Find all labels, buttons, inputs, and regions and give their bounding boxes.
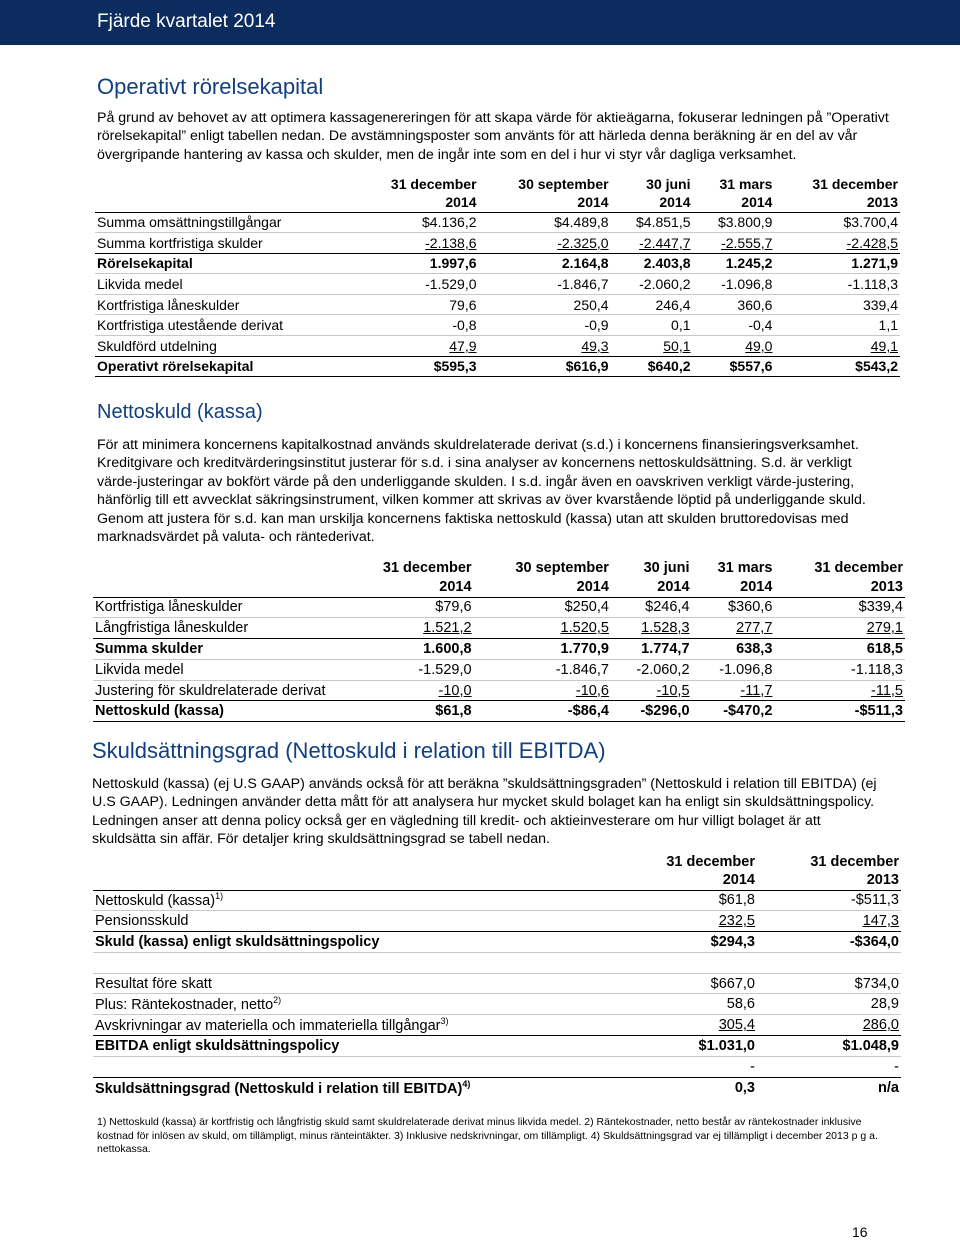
cell-value: 1.997,6 bbox=[353, 253, 479, 274]
table-row bbox=[93, 1015, 901, 1036]
row-label: Summa omsättningstillgångar bbox=[97, 214, 282, 231]
row-label: Nettoskuld (kassa) bbox=[93, 701, 343, 722]
t2-header-year-4: 2014 bbox=[692, 578, 775, 598]
cell-value: 246,4 bbox=[611, 294, 693, 315]
cell-value: -1.846,7 bbox=[474, 659, 611, 680]
cell-value: -$511,3 bbox=[774, 701, 905, 722]
cell-value: $557,6 bbox=[693, 356, 775, 377]
table-row bbox=[93, 639, 905, 660]
table-row bbox=[93, 911, 901, 932]
cell-value: 2.164,8 bbox=[479, 253, 611, 274]
header-bar bbox=[0, 0, 960, 45]
table-row bbox=[93, 1077, 901, 1098]
cell-value: 28,9 bbox=[757, 994, 901, 1015]
footnote-ref: 1) bbox=[215, 891, 224, 902]
row-label: Resultat före skatt bbox=[93, 973, 613, 994]
table-row bbox=[95, 294, 900, 315]
t1-header-year-3: 2014 bbox=[611, 193, 693, 212]
table-row bbox=[95, 336, 900, 357]
cell-value: 277,7 bbox=[736, 620, 773, 637]
cell-value: 0,1 bbox=[611, 315, 693, 336]
cell-value: -1.118,3 bbox=[774, 659, 905, 680]
cell-value: 1.271,9 bbox=[774, 253, 900, 274]
section2-text-2: Kreditgivare och kreditvärderingsinstitut justerar för s.d. i sina analyser av koncernens nettoskuldsättning. S.d. är verkligt värde-justeringar av bokfört värde på den underliggande skulden. I s.d. ingår även en oavskriven verkligt värde-justering, hänförlig till ett avvecklat säkringsinstrument, vilken kommer att skrivas av över kvarstående löptid på underliggande skuld. Genom att justera för s.d. kan man urskilja koncernens faktiska nettoskuld (kassa) utan att skulden bruttoredovisas med marknadsvärdet på valuta- och räntederivat. bbox=[97, 455, 866, 546]
section-title-operativt: Operativt rörelsekapital bbox=[97, 74, 324, 99]
cell-dash: - bbox=[613, 1056, 757, 1077]
cell-value: 1.245,2 bbox=[693, 253, 775, 274]
cell-value: 58,6 bbox=[613, 994, 757, 1015]
cell-value: 1.521,2 bbox=[423, 620, 472, 637]
row-label: Plus: Räntekostnader, netto$^{2)}$ bbox=[93, 994, 613, 1015]
cell-value: n/a bbox=[757, 1077, 901, 1098]
cell-value: $360,6 bbox=[728, 599, 773, 616]
t2-header-year-1: 2014 bbox=[343, 578, 474, 598]
cell-value: $734,0 bbox=[757, 973, 901, 994]
table-row bbox=[95, 274, 900, 295]
t1-header-1: 31 december bbox=[390, 175, 477, 192]
cell-value: $339,4 bbox=[858, 599, 903, 616]
report-title: Fjärde kvartalet 2014 bbox=[97, 11, 276, 32]
section1-paragraph bbox=[97, 109, 892, 164]
row-label: Nettoskuld (kassa)$^{1)}$ bbox=[95, 891, 224, 910]
cell-value: 47,9 bbox=[449, 337, 477, 354]
cell-value: 2.403,8 bbox=[611, 253, 693, 274]
footnote-ref: 2) bbox=[273, 995, 282, 1006]
section3-paragraph bbox=[92, 775, 882, 849]
row-label: Avskrivningar av materiella och immateriella tillgångar$^{3)}$ bbox=[93, 1015, 613, 1036]
cell-value: $667,0 bbox=[613, 973, 757, 994]
section2-paragraph bbox=[97, 436, 882, 546]
cell-value: -1.529,0 bbox=[343, 659, 474, 680]
cell-value: $250,4 bbox=[564, 599, 609, 616]
t2-header-2: 30 september bbox=[515, 559, 609, 576]
cell-value: -2.138,6 bbox=[425, 234, 477, 251]
cell-value: $79,6 bbox=[435, 599, 472, 616]
leverage-table bbox=[93, 852, 901, 1098]
cell-value: 50,1 bbox=[663, 337, 691, 354]
row-label: Summa skulder bbox=[93, 639, 343, 660]
table-row bbox=[93, 890, 901, 911]
cell-value: -2.060,2 bbox=[611, 274, 693, 295]
row-label: Kortfristiga utestående derivat bbox=[95, 315, 353, 336]
cell-value: -10,5 bbox=[656, 682, 690, 699]
cell-value: 279,1 bbox=[866, 620, 903, 637]
row-label: Operativt rörelsekapital bbox=[95, 356, 353, 377]
page-number: 16 bbox=[852, 1224, 868, 1240]
cell-value: $3.700,4 bbox=[843, 214, 898, 231]
cell-value: $4.851,5 bbox=[636, 214, 691, 231]
cell-value: -$86,4 bbox=[474, 701, 611, 722]
table-row bbox=[95, 212, 900, 233]
cell-value: -1.118,3 bbox=[774, 274, 900, 295]
cell-value: 147,3 bbox=[862, 913, 899, 930]
footnote-ref: 3) bbox=[440, 1016, 449, 1027]
row-label: Rörelsekapital bbox=[95, 253, 353, 274]
row-label: Skuldförd utdelning bbox=[95, 336, 353, 357]
table-row bbox=[93, 1036, 901, 1057]
cell-value: 1.770,9 bbox=[474, 639, 611, 660]
cell-value: $595,3 bbox=[353, 356, 479, 377]
table-row bbox=[93, 659, 905, 680]
cell-value: -$364,0 bbox=[757, 932, 901, 953]
table-row bbox=[93, 618, 905, 639]
cell-value: -1.096,8 bbox=[692, 659, 775, 680]
cell-value: -2.555,7 bbox=[721, 234, 773, 251]
cell-value: 250,4 bbox=[479, 294, 611, 315]
spacer-row bbox=[93, 952, 901, 973]
row-label: Skuld (kassa) enligt skuldsättningspolicy bbox=[93, 932, 613, 953]
cell-value: 1,1 bbox=[774, 315, 900, 336]
table-row bbox=[95, 233, 900, 254]
table-row bbox=[93, 701, 905, 722]
t3-header-2: 31 december bbox=[810, 853, 899, 870]
cell-value: -11,5 bbox=[871, 682, 903, 699]
row-label: Långfristiga låneskulder bbox=[93, 618, 343, 639]
cell-value: 305,4 bbox=[718, 1017, 755, 1034]
cell-value: -2.428,5 bbox=[846, 234, 898, 251]
cell-value: 232,5 bbox=[718, 913, 755, 930]
cell-value: -2.325,0 bbox=[557, 234, 609, 251]
cell-value: 1.774,7 bbox=[611, 639, 692, 660]
row-label: Skuldsättningsgrad (Nettoskuld i relation till EBITDA)$^{4)}$ bbox=[93, 1077, 613, 1098]
cell-value: -1.529,0 bbox=[353, 274, 479, 295]
cell-value: -10,0 bbox=[438, 682, 472, 699]
row-label: Likvida medel bbox=[95, 274, 353, 295]
cell-value: 49,1 bbox=[870, 337, 898, 354]
table-row bbox=[93, 994, 901, 1015]
t2-header-5: 31 december bbox=[814, 559, 903, 576]
t2-header-4: 31 mars bbox=[717, 559, 773, 576]
cell-value: $61,8 bbox=[718, 892, 755, 909]
t2-header-year-3: 2014 bbox=[611, 578, 692, 598]
cell-value: $294,3 bbox=[613, 932, 757, 953]
cell-value: $616,9 bbox=[479, 356, 611, 377]
cell-value: -$296,0 bbox=[611, 701, 692, 722]
cell-value: 1.528,3 bbox=[641, 620, 690, 637]
cell-value: 49,3 bbox=[581, 337, 609, 354]
section1-text: På grund av behovet av att optimera kassagenereringen för att skapa värde för aktieägarna, fokuserar ledningen på ”Operativt rörelsekapital” enligt tabellen nedan. De avstämningsposter som använts för att härleda denna beräkning är en del av vår övergripande hantering av kassa och skulder, men de ingår inte som en del i hur vi styr vår dagliga verksamhet. bbox=[97, 110, 889, 163]
cell-value: $246,4 bbox=[645, 599, 690, 616]
net-debt-table bbox=[93, 558, 905, 722]
row-label: Likvida medel bbox=[93, 659, 343, 680]
cell-value: 618,5 bbox=[774, 639, 905, 660]
t3-header-year-1: 2014 bbox=[613, 871, 757, 890]
t1-header-year-1: 2014 bbox=[353, 193, 479, 212]
row-label: Pensionsskuld bbox=[93, 911, 613, 932]
cell-value: -1.096,8 bbox=[693, 274, 775, 295]
cell-value: -0,8 bbox=[353, 315, 479, 336]
t1-header-5: 31 december bbox=[812, 175, 898, 192]
cell-value: 339,4 bbox=[774, 294, 900, 315]
t1-header-3: 30 juni bbox=[646, 175, 691, 192]
cell-value: $1.031,0 bbox=[613, 1036, 757, 1057]
cell-value: 1.520,5 bbox=[560, 620, 609, 637]
cell-value: $61,8 bbox=[343, 701, 474, 722]
table-row bbox=[95, 356, 900, 377]
cell-value: -1.846,7 bbox=[479, 274, 611, 295]
table-row bbox=[93, 680, 905, 701]
row-label: Summa kortfristiga skulder bbox=[95, 233, 353, 254]
cell-value: $3.800,9 bbox=[717, 214, 773, 231]
row-label: Kortfristiga låneskulder bbox=[95, 599, 243, 616]
cell-value: $4.489,8 bbox=[554, 214, 609, 231]
t3-header-1: 31 december bbox=[666, 853, 755, 870]
t1-header-year-4: 2014 bbox=[693, 193, 775, 212]
cell-value: -2.060,2 bbox=[611, 659, 692, 680]
section3-text: Nettoskuld (kassa) (ej U.S GAAP) används också för att beräkna ”skuldsättningsgraden” (Nettoskuld i relation till EBITDA) (ej U.S GAAP). Ledningen använder detta mått för att analysera hur mycket skuld bolaget kan ha enligt sin skuldsättningspolicy. Ledningen anser att denna policy också ger en vägledning till kredit- och aktieinvesterare om hur villigt bolaget är att skuldsätta sin affär. För detaljer kring skuldsättningsgrad se tabell nedan. bbox=[92, 776, 877, 848]
t2-header-year-5: 2013 bbox=[774, 578, 905, 598]
cell-value: -$511,3 bbox=[850, 892, 899, 909]
cell-dash: - bbox=[757, 1056, 901, 1077]
table-row bbox=[93, 932, 901, 953]
cell-value: $1.048,9 bbox=[757, 1036, 901, 1057]
row-label: Justering för skuldrelaterade derivat bbox=[93, 680, 343, 701]
footnote-ref: 4) bbox=[462, 1078, 471, 1089]
t1-header-year-2: 2014 bbox=[479, 193, 611, 212]
cell-value: -10,6 bbox=[575, 682, 609, 699]
cell-value: $4.136,2 bbox=[422, 214, 477, 231]
cell-value: 49,0 bbox=[745, 337, 773, 354]
footnotes: 1) Nettoskuld (kassa) är kortfristig och långfristig skuld samt skuldrelaterade derivat minus likvida medel. 2) Räntekostnader, netto består av räntekostnader inklusive kostnad för inlösen av skuld, om tillämpligt, minus ränteintäkter. 3) Inklusive nedskrivningar, om tillämpligt. 4) Skuldsättningsgrad var ej tillämpligt i december 2013 p g a. nettokassa. bbox=[97, 1116, 878, 1155]
cell-value: $640,2 bbox=[611, 356, 693, 377]
section-title-skuldsattningsgrad: Skuldsättningsgrad (Nettoskuld i relation till EBITDA) bbox=[92, 738, 606, 763]
cell-value: $543,2 bbox=[774, 356, 900, 377]
cell-value: -11,7 bbox=[740, 682, 773, 699]
table-row bbox=[93, 1056, 901, 1077]
t1-header-year-5: 2013 bbox=[774, 193, 900, 212]
cell-value: 0,3 bbox=[613, 1077, 757, 1098]
section-title-nettoskuld: Nettoskuld (kassa) bbox=[97, 401, 263, 423]
row-label: Kortfristiga låneskulder bbox=[95, 294, 353, 315]
table-row bbox=[93, 973, 901, 994]
table-row bbox=[95, 253, 900, 274]
t1-header-2: 30 september bbox=[518, 175, 609, 192]
t2-header-3: 30 juni bbox=[643, 559, 690, 576]
cell-value: 638,3 bbox=[692, 639, 775, 660]
table-row bbox=[95, 315, 900, 336]
t2-header-1: 31 december bbox=[382, 559, 472, 576]
section2-text-1: För att minimera koncernens kapitalkostnad används skuldrelaterade derivat (s.d.) i koncernens finansieringsverksamhet. bbox=[97, 437, 859, 453]
cell-value: 1.600,8 bbox=[343, 639, 474, 660]
row-label: EBITDA enligt skuldsättningspolicy bbox=[93, 1036, 613, 1057]
cell-value: 360,6 bbox=[693, 294, 775, 315]
cell-value: -0,4 bbox=[693, 315, 775, 336]
cell-value: -0,9 bbox=[479, 315, 611, 336]
t1-header-4: 31 mars bbox=[719, 175, 773, 192]
t3-header-year-2: 2013 bbox=[757, 871, 901, 890]
cell-value: 286,0 bbox=[862, 1017, 899, 1034]
working-capital-table bbox=[95, 174, 900, 377]
cell-value: -2.447,7 bbox=[639, 234, 691, 251]
t2-header-year-2: 2014 bbox=[474, 578, 611, 598]
table-row bbox=[93, 597, 905, 618]
cell-value: 79,6 bbox=[353, 294, 479, 315]
cell-value: -$470,2 bbox=[692, 701, 775, 722]
